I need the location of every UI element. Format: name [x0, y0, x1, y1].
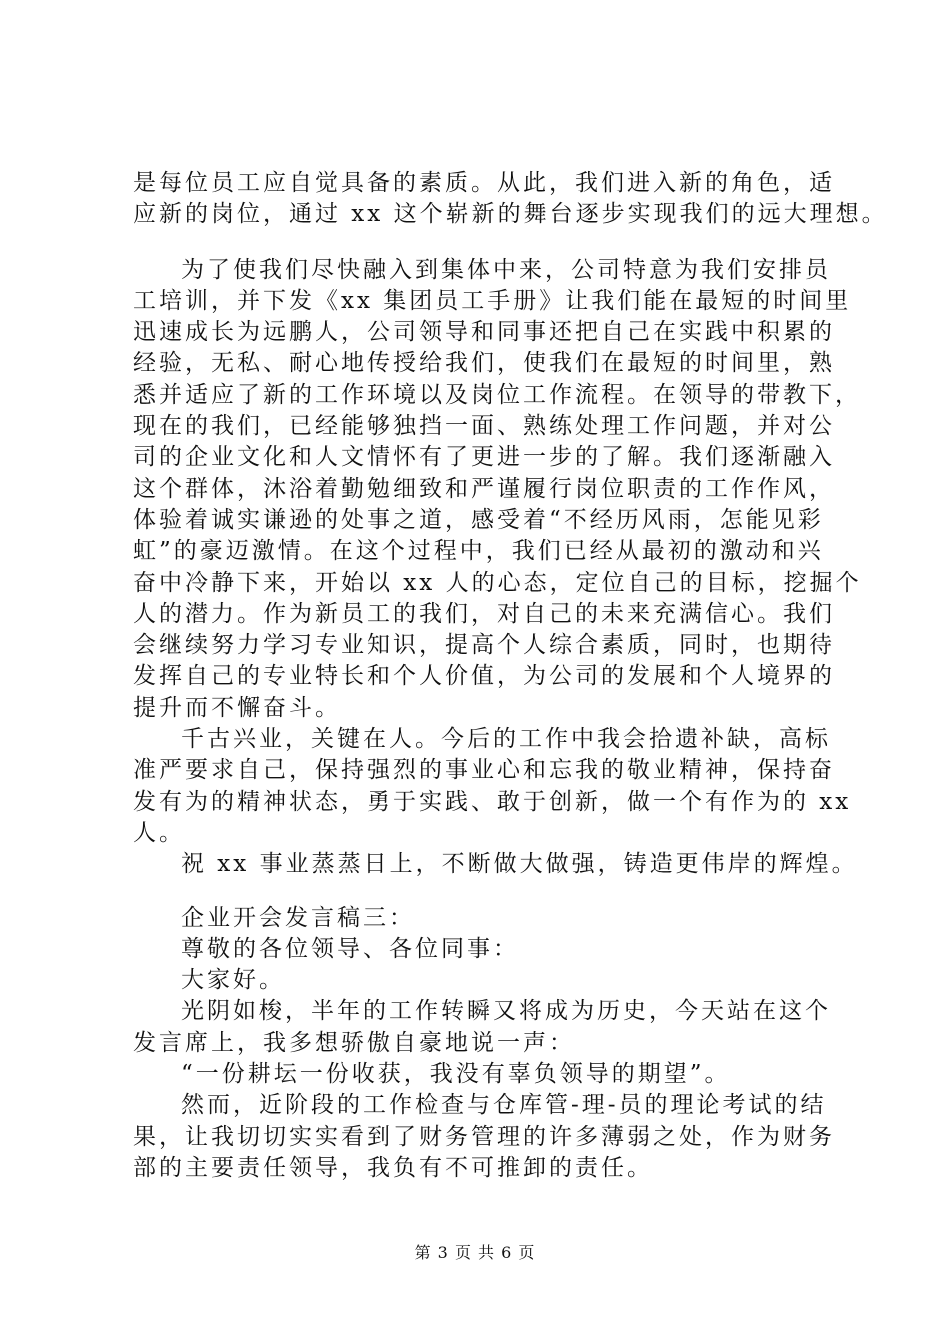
document-body: [133, 168, 888, 1184]
text-line: 工培训，并下发《xx 集团员工手册》让我们能在最短的时间里: [133, 287, 852, 314]
text-line: 然而，近阶段的工作检查与仓库管-理-员的理论考试的结: [181, 1092, 827, 1119]
text-line: 奋中冷静下来，开始以 xx 人的心态，定位自己的目标，挖掘个: [133, 569, 862, 596]
text-line: 迅速成长为远鹏人，公司领导和同事还把自己在实践中积累的: [133, 319, 835, 346]
text-line: 企业开会发言稿三：: [181, 904, 415, 931]
salutation: [133, 934, 833, 965]
text-line: 果，让我切切实实看到了财务管理的许多薄弱之处，作为财务: [133, 1123, 835, 1150]
text-line: 提升而不懈奋斗。: [133, 694, 341, 721]
text-line: 人的潜力。作为新员工的我们，对自己的未来充满信心。我们: [133, 600, 835, 627]
section-heading: [133, 903, 833, 934]
paragraph-10: [133, 1090, 833, 1184]
paragraph-spacer: [133, 881, 833, 903]
text-line: 发挥自己的专业特长和个人价值，为公司的发展和个人境界的: [133, 663, 835, 690]
text-line: 司的企业文化和人文情怀有了更进一步的了解。我们逐渐融入: [133, 444, 835, 471]
text-line: 现在的我们，已经能够独挡一面、熟练处理工作问题，并对公: [133, 413, 835, 440]
text-line: 这个群体，沐浴着勤勉细致和严谨履行岗位职责的工作作风，: [133, 475, 835, 502]
paragraph-8: [133, 996, 833, 1059]
text-line: 会继续努力学习专业知识，提高个人综合素质，同时，也期待: [133, 632, 835, 659]
text-line: 应新的岗位，通过 xx 这个崭新的舞台逐步实现我们的远大理想。: [133, 201, 888, 228]
text-line: 人。: [133, 819, 185, 846]
text-line: 发言席上，我多想骄傲自豪地说一声：: [133, 1029, 575, 1056]
text-line: 大家好。: [181, 967, 285, 994]
paragraph-4: [133, 849, 858, 880]
text-line: 虹”的豪迈激情。在这个过程中，我们已经从最初的激动和兴: [133, 538, 824, 565]
text-line: 发有为的精神状态，勇于实践、敢于创新，做一个有作为的 xx: [133, 788, 852, 815]
greeting: [133, 965, 833, 996]
text-line: 悉并适应了新的工作环境以及岗位工作流程。在领导的带教下，: [133, 381, 861, 408]
text-line: 准严要求自己，保持强烈的事业心和忘我的敬业精神，保持奋: [133, 757, 835, 784]
text-line: 千古兴业，关键在人。今后的工作中我会拾遗补缺，高标: [181, 726, 831, 753]
paragraph-3: [133, 724, 852, 849]
text-line: 体验着诚实谦逊的处事之道，感受着“不经历风雨，怎能见彩: [133, 506, 824, 533]
text-line: “一份耕坛一份收获，我没有辜负领导的期望”。: [181, 1061, 731, 1088]
paragraph-spacer: [133, 231, 833, 255]
page-number-footer: 第 3 页 共 6 页: [414, 1243, 536, 1262]
paragraph-2: [133, 255, 862, 724]
text-line: 部的主要责任领导，我负有不可推卸的责任。: [133, 1154, 653, 1181]
text-line: 祝 xx 事业蒸蒸日上，不断做大做强，铸造更伟岸的辉煌。: [181, 851, 858, 878]
quote-paragraph: [133, 1059, 833, 1090]
text-line: 经验，无私、耐心地传授给我们，使我们在最短的时间里，熟: [133, 350, 835, 377]
text-line: 尊敬的各位领导、各位同事：: [181, 935, 519, 962]
text-line: 是每位员工应自觉具备的素质。从此，我们进入新的角色，适: [133, 170, 835, 196]
text-line: 光阴如梭，半年的工作转瞬又将成为历史，今天站在这个: [181, 998, 831, 1025]
text-line: 为了使我们尽快融入到集体中来，公司特意为我们安排员: [181, 256, 831, 283]
paragraph-1: [133, 168, 888, 231]
